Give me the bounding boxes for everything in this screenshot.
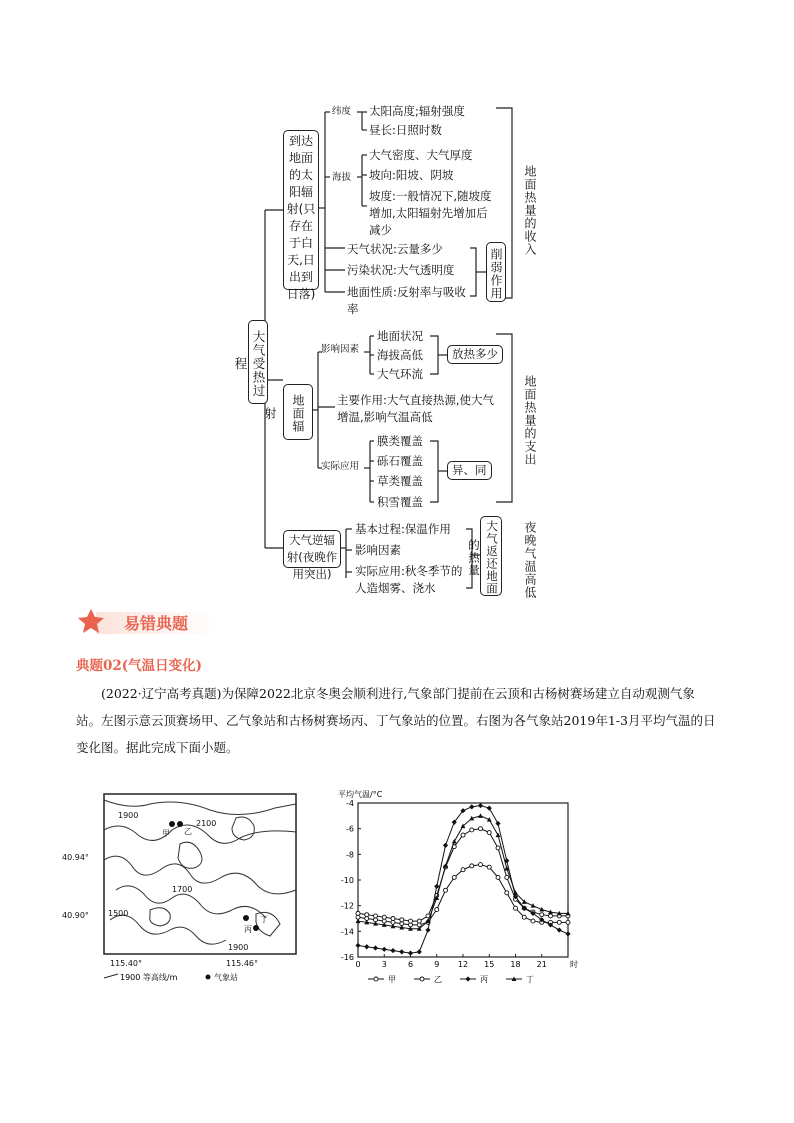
y-tick-label: -8	[346, 850, 354, 860]
station-bing-dot	[243, 915, 249, 921]
x-tick-label: 12	[457, 960, 469, 969]
pollution-text: 污染状况:大气透明度	[347, 263, 455, 277]
y-tick-label: -10	[340, 876, 354, 885]
station-label: 丁	[260, 915, 268, 924]
contour-label: 2100	[196, 819, 217, 828]
legend-station: 气象站	[214, 973, 238, 982]
x-tick-label: 15	[484, 960, 495, 969]
weaken-box: 削弱作用	[486, 242, 506, 302]
data-point	[496, 875, 500, 879]
y-tick-label: -6	[346, 824, 354, 834]
ground-radiation-box: 地面辐射	[283, 384, 313, 440]
contour-map	[60, 790, 300, 990]
lat-label: 40.90°	[62, 911, 89, 920]
legend-label: 丙	[480, 975, 488, 984]
x-tick-label: 21	[536, 960, 547, 969]
data-point	[409, 919, 413, 923]
factor-item: 大气环流	[377, 367, 423, 381]
legend-contour: 1900 等高线/m	[120, 973, 178, 982]
y-tick-label: -16	[340, 953, 354, 962]
data-point	[505, 875, 509, 879]
contour-label: 1900	[118, 811, 139, 820]
station-jia-dot	[169, 821, 175, 827]
contour-label: 1700	[172, 885, 193, 894]
y-tick-label: -4	[346, 799, 354, 808]
root-box: 大气受热过程	[248, 320, 268, 404]
data-point	[531, 919, 535, 923]
y-tick-label: -12	[340, 901, 354, 911]
diff-same-box: 异、同	[447, 461, 492, 480]
banner-title: 易错典题	[124, 614, 189, 633]
data-point	[470, 828, 474, 832]
lat-label: 40.94°	[62, 853, 89, 862]
y-tick-label: -14	[340, 927, 354, 937]
data-point	[420, 977, 424, 981]
x-tick-label: 6	[407, 960, 414, 969]
data-point	[505, 891, 509, 895]
x-tick-label: 3	[381, 960, 387, 969]
counter-item: 基本过程:保温作用	[355, 522, 451, 536]
data-point	[487, 865, 491, 869]
practice-label: 实际应用	[321, 461, 360, 472]
data-point	[356, 911, 360, 915]
latitude-item: 太阳高度;辐射强度	[369, 104, 465, 118]
x-axis-label: 时	[570, 960, 578, 969]
counter-practice-text: 实际应用:秋冬季节的人造烟雾、浇水	[355, 564, 463, 595]
data-point	[470, 864, 474, 868]
data-point	[391, 917, 395, 921]
latitude-item: 昼长:日照时数	[369, 123, 442, 137]
practice-item: 膜类覆盖	[377, 434, 423, 448]
data-point	[549, 914, 553, 918]
data-point	[461, 868, 465, 872]
y-axis-label: 平均气温/°C	[338, 790, 383, 799]
x-tick-label: 0	[355, 960, 361, 969]
lon-label: 115.46°	[226, 959, 258, 968]
data-point	[479, 827, 483, 831]
data-point	[382, 915, 386, 919]
question-title: 典题02(气温日变化)	[76, 658, 203, 674]
practice-item: 砾石覆盖	[377, 454, 423, 468]
data-point	[374, 977, 378, 981]
heat-release-box: 放热多少	[447, 345, 503, 364]
income-label: 地面热量的收入	[523, 164, 537, 256]
factors-label: 影响因素	[321, 344, 360, 355]
data-point	[566, 920, 570, 924]
return-heat-box: 大气返还地面的热量	[480, 516, 502, 596]
main-role-text: 主要作用:大气直接热源,使大气增温,影响气温高低	[337, 393, 495, 424]
practice-item: 积雪覆盖	[377, 495, 423, 509]
counter-radiation-box: 大气逆辐射(夜晚作用突出)	[283, 530, 341, 568]
data-point	[461, 833, 465, 837]
legend-label: 乙	[434, 975, 442, 984]
solar-radiation-box: 到达地面的太阳辐射(只存在于白天,日出到日落)	[283, 130, 319, 290]
data-point	[514, 906, 518, 910]
legend-label: 丁	[526, 975, 534, 984]
data-point	[557, 920, 561, 924]
data-point	[374, 914, 378, 918]
data-point	[479, 863, 483, 867]
night-label: 夜晚气温高低	[523, 521, 537, 599]
altitude-label: 海拔	[332, 172, 352, 183]
question-paragraph: (2022·辽宁高考真题)为保障2022北京冬奥会顺利进行,气象部门提前在云顶和古杨树赛场建立自动观测气象站。左图示意云顶赛场甲、乙气象站和古杨树赛场丙、丁气象站的位置。右图为各气象站2019年1-3月平均气温的日变化图。据此完成下面小题。	[76, 686, 716, 755]
station-yi-dot	[177, 821, 183, 827]
practice-item: 草类覆盖	[377, 474, 423, 488]
contour-label: 1500	[108, 909, 129, 918]
factor-item: 地面状况	[377, 329, 423, 343]
factor-item: 海拔高低	[377, 348, 423, 362]
lon-label: 115.40°	[110, 959, 142, 968]
counter-item: 影响因素	[355, 543, 401, 557]
data-point	[400, 918, 404, 922]
altitude-item: 坡向:阳坡、阴坡	[369, 168, 454, 182]
station-label: 乙	[184, 827, 192, 836]
data-point	[540, 913, 544, 917]
data-point	[487, 831, 491, 835]
contour-label: 1900	[228, 943, 249, 952]
data-point	[452, 875, 456, 879]
expense-label: 地面热量的支出	[523, 374, 537, 466]
data-point	[465, 976, 470, 981]
data-point	[435, 908, 439, 912]
data-point	[496, 846, 500, 850]
data-point	[444, 888, 448, 892]
legend-station-dot	[206, 975, 211, 980]
weather-text: 天气状况:云量多少	[347, 242, 443, 256]
legend-label: 甲	[388, 975, 396, 984]
altitude-item: 大气密度、大气厚度	[369, 148, 473, 162]
station-ding-dot	[253, 925, 259, 931]
slope-text: 坡度:一般情况下,随坡度增加,太阳辐射先增加后减少	[369, 189, 492, 237]
station-label: 甲	[162, 829, 170, 838]
temperature-chart	[320, 785, 590, 990]
data-point	[365, 913, 369, 917]
x-tick-label: 9	[434, 960, 440, 969]
section-banner	[76, 608, 216, 636]
latitude-label: 纬度	[332, 106, 352, 117]
surface-nature-text: 地面性质:反射率与吸收率	[347, 285, 466, 316]
data-point	[522, 915, 526, 919]
data-point	[417, 919, 421, 923]
station-label: 丙	[244, 925, 252, 934]
x-tick-label: 18	[510, 960, 521, 969]
